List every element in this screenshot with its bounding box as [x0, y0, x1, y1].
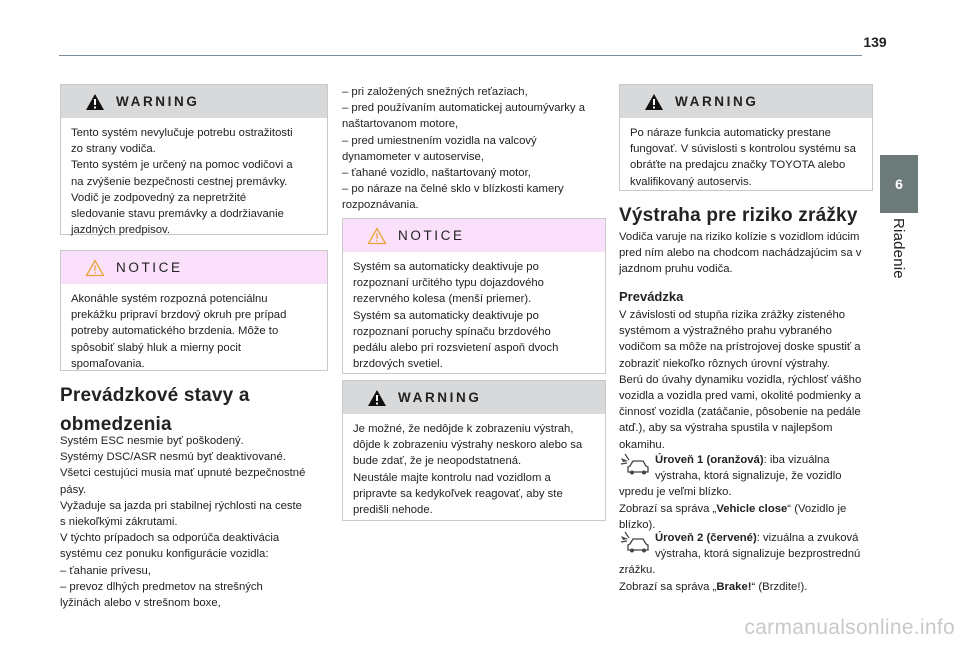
- warning-triangle-icon: [85, 93, 105, 111]
- level-2-message: Brake!: [716, 580, 752, 593]
- section-heading-collision-warning: Výstraha pre riziko zrážky: [619, 205, 858, 226]
- collision-car-icon: [619, 452, 651, 478]
- subheading-operation: Prevádzka: [619, 289, 684, 304]
- level-1-title: Úroveň 1 (oranžová): [655, 454, 764, 466]
- warning-header: [343, 381, 605, 414]
- notice-header: [61, 251, 327, 284]
- operation-text: V závislosti od stupňa rizika zrážky zisteného systémom a výstražného prahu vybraného vodičom sa môže na prístrojovej doske spustiť a zobraziť niekoľko rôznych úrovní výstrahy. Berú do úvahy dynamiku vozidla, rýchlosť vášho vozidla a vozidla pred vami, okolité podmienky a činnosť vozidla (zatáčanie, pôsobenie na pedále atď.), aby sa výstraha spustila v najlepšom okamihu.: [619, 309, 862, 451]
- warning-triangle-icon: [644, 93, 664, 111]
- level-1-text: Úroveň 1 (oranžová): iba vizuálna výstraha, ktorá signalizuje, že vozidlo vpredu je veľmi blízko. Zobrazí sa správa „Vehicle close“ (Vozidlo je blízko).: [619, 454, 847, 531]
- collision-intro-text: Vodiča varuje na riziko kolízie s vozidlom idúcim pred ním alebo na chodcom nachádzajúcim sa v jazdnom pruhu vodiča.: [619, 231, 862, 276]
- notice-box-1: [60, 250, 328, 371]
- section-heading-operating-states: Prevádzkové stavy a obmedzenia: [60, 385, 250, 435]
- warning-title: WARNING: [116, 94, 200, 109]
- level-2-title: Úroveň 2 (červené): [655, 532, 757, 544]
- notice-text: Systém sa automaticky deaktivuje po rozpoznaní určitého typu dojazdového rezervného kolesa (menší priemer). Systém sa automaticky deaktivuje po rozpoznaní poruchy spínaču brzdového pedálu alebo pri rozsvietení aspoň dvoch brzdových svetiel.: [353, 261, 559, 371]
- warning-text: Tento systém nevylučuje potrebu ostražitosti zo strany vodiča. Tento systém je určený na pomoc vodičovi a na zvýšenie bezpečnosti cestnej premávky. Vodič je zodpovedný za nepretržité sledovanie stavu premávky a dodržiavanie jazdných predpisov.: [71, 127, 293, 237]
- operating-states-text: Systém ESC nesmie byť poškodený. Systémy DSC/ASR nesmú byť deaktivované. Všetci cestujúci musia mať upnuté bezpečnostné pásy. Vyžaduje sa jazda pri stabilnej rýchlosti na ceste s niekoľkými zákrutami. V týchto prípadoch sa odporúča deaktivácia systému cez ponuku konfigurácie vozidla: – ťahanie prívesu, – prevoz dlhých predmetov na strešných lyžinách alebo v strešnom boxe,: [60, 435, 306, 610]
- notice-text: Akonáhle systém rozpozná potenciálnu prekážku pripraví brzdový okruh pre prípad potreby automatického brzdenia. Môže to spôsobiť slabý hluk a mierny pocit spomaľovania.: [71, 293, 287, 370]
- chapter-tab[interactable]: 6: [880, 155, 918, 213]
- warning-triangle-icon: [367, 389, 387, 407]
- notice-title: NOTICE: [398, 228, 465, 243]
- warning-title: WARNING: [398, 390, 482, 405]
- warning-box-2: [342, 380, 606, 521]
- warning-box-3: [619, 84, 873, 191]
- notice-box-2: [342, 218, 606, 374]
- warning-header: [620, 85, 872, 118]
- notice-triangle-icon: [367, 227, 387, 245]
- notice-triangle-icon: [85, 259, 105, 277]
- warning-box-1: [60, 84, 328, 235]
- watermark: carmanualsonline.info: [744, 616, 955, 639]
- notice-header: [343, 219, 605, 252]
- collision-car-icon: [619, 530, 651, 556]
- header-rule: [59, 55, 862, 56]
- warning-text: Po náraze funkcia automaticky prestane fungovať. V súvislosti s kontrolou systému sa obráťte na predajcu značky TOYOTA alebo kvalifikovaný autoservis.: [630, 127, 856, 188]
- warning-title: WARNING: [675, 94, 759, 109]
- page-number: 139: [863, 34, 887, 50]
- chapter-label: [880, 218, 918, 288]
- warning-header: [61, 85, 327, 118]
- notice-title: NOTICE: [116, 260, 183, 275]
- level-1-message: Vehicle close: [716, 502, 788, 515]
- level-2-text: Úroveň 2 (červené): vizuálna a zvuková výstraha, ktorá signalizuje bezprostrednú zrážku. Zobrazí sa správa „Brake!“ (Brzdite!).: [619, 532, 861, 593]
- warning-text: Je možné, že nedôjde k zobrazeniu výstrah, dôjde k zobrazeniu výstrahy neskoro alebo sa bude zdať, že je neopodstatnená. Neustále majte kontrolu nad vozidlom a pripravte sa kedykoľvek reagovať, aby ste predišli nehode.: [353, 423, 583, 517]
- chapter-label-text: Riadenie: [890, 218, 907, 279]
- deactivation-list: – pri založených snežných reťaziach, – pred používaním automatickej autoumývarky a naštartovanom motore, – pred umiestnením vozidla na valcový dynamometer v autoservise, – ťahané vozidlo, naštartovaný motor, – po náraze na čelné sklo v blízkosti kamery rozpoznávania.: [342, 86, 586, 212]
